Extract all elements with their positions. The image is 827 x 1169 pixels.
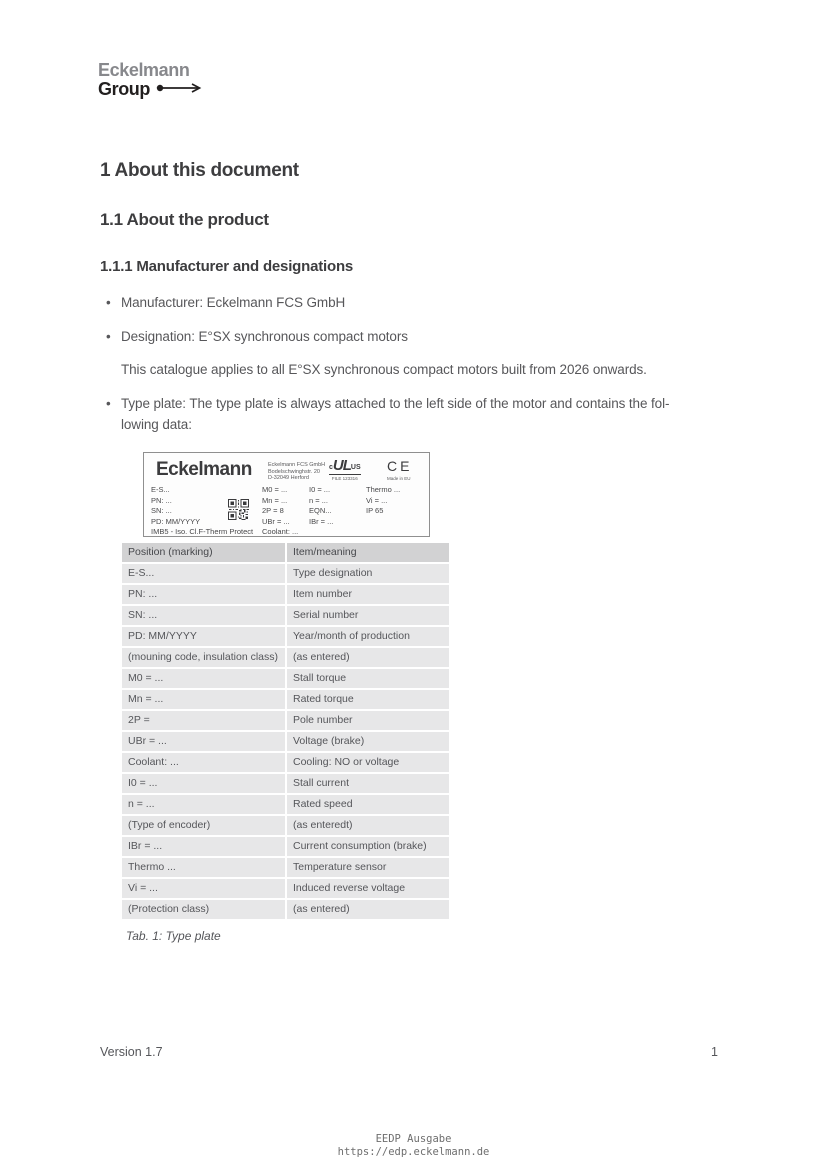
plate-data-line: 2P = 8 xyxy=(262,506,284,515)
table-cell-meaning: Rated speed xyxy=(287,795,449,814)
table-row xyxy=(122,816,449,835)
footer-version-text: Version 1.7 xyxy=(100,1045,163,1059)
table-cell-position: (Type of encoder) xyxy=(122,816,285,835)
logo-arrow-icon xyxy=(156,81,202,97)
table-cell-position: Thermo ... xyxy=(122,858,285,877)
table-cell-meaning: Stall current xyxy=(287,774,449,793)
logo-text-group: Group xyxy=(98,79,150,99)
table-cell-position: Coolant: ... xyxy=(122,753,285,772)
table-cell-position: (Protection class) xyxy=(122,900,285,919)
bullet-type-plate-text xyxy=(121,393,720,436)
bullet-type-plate xyxy=(100,393,720,436)
plate-data-line: Thermo ... xyxy=(366,485,401,494)
logo-text-eckelmann: Eckelmann xyxy=(98,60,190,80)
table-cell-position: M0 = ... xyxy=(122,669,285,688)
eckelmann-group-logo xyxy=(98,61,202,98)
table-row xyxy=(122,753,449,772)
table-row xyxy=(122,732,449,751)
table-row xyxy=(122,837,449,856)
table-cell-position: 2P = xyxy=(122,711,285,730)
plate-data-line: Mn = ... xyxy=(262,495,288,505)
plate-data-line: IP 65 xyxy=(366,506,384,515)
plate-data-line: n = ... xyxy=(309,495,328,505)
bottom-note xyxy=(0,1133,827,1158)
footer-page-number: 1 xyxy=(711,1045,718,1059)
table-cell-position: SN: ... xyxy=(122,606,285,625)
bottom-note-edition: EEDP Ausgabe xyxy=(375,1133,452,1145)
table-row xyxy=(122,711,449,730)
table-row xyxy=(122,606,449,625)
ul-c-text: c xyxy=(329,464,333,471)
plate-data-line: I0 = ... xyxy=(309,485,331,494)
plate-address-line: D-32049 Herford xyxy=(268,475,309,481)
table-cell-position: Vi = ... xyxy=(122,879,285,898)
table-cell-meaning: Current consumption (brake) xyxy=(287,837,449,856)
plate-data-line: EQN... xyxy=(309,506,332,515)
plate-data-line: PN: ... xyxy=(151,495,172,505)
table-row xyxy=(122,585,449,604)
table-cell-meaning: Induced reverse voltage xyxy=(287,879,449,898)
table-cell-meaning: Year/month of production xyxy=(287,627,449,646)
table-cell-position: PN: ... xyxy=(122,585,285,604)
table-cell-position: UBr = ... xyxy=(122,732,285,751)
type-plate-text-line1: Type plate: The type plate is always attached to the left side of the motor and contains the fol- xyxy=(121,395,670,411)
plate-column-2 xyxy=(262,485,298,538)
table-row xyxy=(122,564,449,583)
table-row xyxy=(122,879,449,898)
table-row xyxy=(122,774,449,793)
table-cell-meaning: Rated torque xyxy=(287,690,449,709)
plate-data-line: E-S... xyxy=(151,485,170,494)
table-row xyxy=(122,648,449,667)
plate-column-1 xyxy=(151,485,253,538)
table-cell-meaning: (as entered) xyxy=(287,900,449,919)
table-cell-position: PD: MM/YYYY xyxy=(122,627,285,646)
table-cell-meaning: Stall torque xyxy=(287,669,449,688)
table-cell-position: E-S... xyxy=(122,564,285,583)
type-plate-figure xyxy=(143,452,430,537)
plate-column-4 xyxy=(366,485,400,517)
type-plate-text-line2: lowing data: xyxy=(121,417,192,432)
bullet-manufacturer xyxy=(100,292,720,314)
table-cell-meaning: Item number xyxy=(287,585,449,604)
plate-brand-text: Eckelmann xyxy=(156,459,252,480)
section-heading: 1.1 About the product xyxy=(100,210,269,229)
ul-letters-text: UL xyxy=(332,457,351,474)
bullet-list xyxy=(100,292,720,448)
table-cell-meaning: Pole number xyxy=(287,711,449,730)
table-cell-position: IBr = ... xyxy=(122,837,285,856)
table-cell-position: Mn = ... xyxy=(122,690,285,709)
plate-data-line: SN: ... xyxy=(151,506,172,515)
bullet-icon: • xyxy=(106,295,111,310)
plate-data-line: IMB5 - Iso. Cl.F-Therm Protect xyxy=(151,527,254,536)
plate-data-line: UBr = ... xyxy=(262,516,290,526)
plate-data-line: M0 = ... xyxy=(262,485,288,494)
plate-data-line: Coolant: ... xyxy=(262,527,299,536)
table-row xyxy=(122,669,449,688)
plate-address xyxy=(268,462,325,482)
subsection-heading: 1.1.1 Manufacturer and designations xyxy=(100,258,354,275)
table-header-row xyxy=(122,543,449,562)
bullet-designation-text: Designation: E°SX synchronous compact motors xyxy=(121,328,408,344)
table-caption: Tab. 1: Type plate xyxy=(126,929,221,943)
plate-column-3 xyxy=(309,485,333,527)
table-header-meaning: Item/meaning xyxy=(287,543,449,562)
made-in-eu-text: Made in EU xyxy=(387,476,411,482)
chapter-heading: 1 About this document xyxy=(100,160,299,181)
table-cell-meaning: (as enteredt) xyxy=(287,816,449,835)
bottom-note-url: https://edp.eckelmann.de xyxy=(337,1145,490,1158)
catalogue-note: This catalogue applies to all E°SX synchronous compact motors built from 2026 onwards. xyxy=(121,362,647,377)
table-cell-meaning: Cooling: NO or voltage xyxy=(287,753,449,772)
bullet-designation xyxy=(100,326,720,348)
ce-letters-text: CE xyxy=(387,458,413,474)
ul-us-text: US xyxy=(350,464,361,471)
ul-certification-icon xyxy=(329,458,361,481)
table-row xyxy=(122,690,449,709)
table-row xyxy=(122,858,449,877)
type-plate-table xyxy=(122,543,449,919)
bullet-icon: • xyxy=(106,328,111,344)
table-row xyxy=(122,795,449,814)
bullet-icon: • xyxy=(106,395,111,411)
table-row xyxy=(122,900,449,919)
table-cell-meaning: Type designation xyxy=(287,564,449,583)
table-header-position: Position (marking) xyxy=(122,543,285,562)
table-body xyxy=(122,564,449,919)
plate-data-line: IBr = ... xyxy=(309,516,334,526)
ce-mark-icon xyxy=(387,459,412,481)
ul-file-number: FILE 123316 xyxy=(329,474,361,481)
table-cell-meaning: Voltage (brake) xyxy=(287,732,449,751)
table-cell-position: I0 = ... xyxy=(122,774,285,793)
bullet-manufacturer-text: Manufacturer: Eckelmann FCS GmbH xyxy=(121,295,346,310)
table-cell-meaning: (as entered) xyxy=(287,648,449,667)
plate-address-line: Eckelmann FCS GmbH xyxy=(268,462,326,468)
plate-address-line: Bodelschwinghstr. 20 xyxy=(268,468,320,475)
plate-data-line: Vi = ... xyxy=(366,495,388,505)
table-cell-position: (mouning code, insulation class) xyxy=(122,648,285,667)
table-cell-position: n = ... xyxy=(122,795,285,814)
table-row xyxy=(122,627,449,646)
table-cell-meaning: Serial number xyxy=(287,606,449,625)
plate-data-line: PD: MM/YYYY xyxy=(151,516,201,526)
table-cell-meaning: Temperature sensor xyxy=(287,858,449,877)
